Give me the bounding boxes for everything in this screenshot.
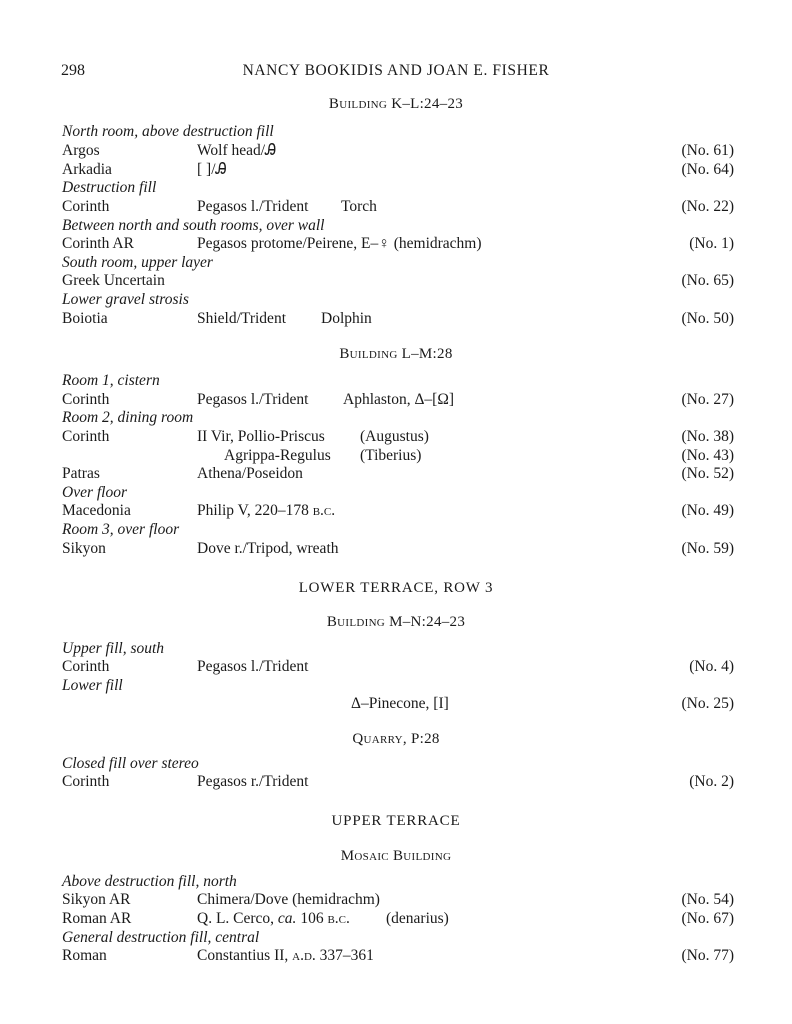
findspot-label: Lower fill: [62, 677, 123, 694]
coin-entry: [62, 141, 734, 160]
denomination: (denarius): [386, 910, 449, 927]
section-heading-quarry: Quarry, P:28: [352, 731, 440, 747]
mint: Roman AR: [62, 910, 132, 927]
coin-entry: [62, 890, 734, 909]
coin-entry: [62, 427, 734, 446]
symbol: Δ–Pinecone, [I]: [351, 695, 449, 712]
catalogue-ref: (No. 54): [681, 891, 734, 908]
coin-type: Pegasos l./Trident: [197, 658, 309, 675]
findspot-label: Room 2, dining room: [62, 409, 194, 426]
catalogue-ref: (No. 1): [689, 235, 734, 252]
catalogue-ref: (No. 67): [681, 910, 734, 927]
catalogue-ref: (No. 38): [681, 428, 734, 445]
findspot-label: Lower gravel strosis: [62, 291, 189, 308]
coin-entry: [62, 390, 734, 409]
coin-entry: [62, 197, 734, 216]
coin-type: Pegasos l./Trident: [197, 198, 309, 215]
catalogue-ref: (No. 22): [681, 198, 734, 215]
catalogue-ref: (No. 25): [681, 695, 734, 712]
catalogue-ref: (No. 59): [681, 540, 734, 557]
coin-type: Agrippa-Regulus: [224, 447, 331, 464]
emperor: (Augustus): [360, 428, 429, 445]
coin-entry: [62, 446, 734, 465]
coin-entry: [62, 464, 734, 483]
catalogue-ref: (No. 4): [689, 658, 734, 675]
mint: Argos: [62, 142, 100, 159]
coin-entry: [62, 694, 734, 713]
mint: Corinth: [62, 198, 110, 215]
catalogue-ref: (No. 65): [681, 272, 734, 289]
coin-entry: [62, 657, 734, 676]
findspot-label: Closed fill over stereo: [62, 755, 199, 772]
mint: Corinth: [62, 428, 110, 445]
coin-type: Q. L. Cerco, ca. 106 b.c.: [197, 910, 350, 927]
coin-type: Constantius II, a.d. 337–361: [197, 947, 374, 964]
coin-entry: [62, 909, 734, 928]
catalogue-ref: (No. 77): [681, 947, 734, 964]
mint: Corinth: [62, 773, 110, 790]
findspot-label: Between north and south rooms, over wall: [62, 217, 325, 234]
section-heading-building-mn: Building M–N:24–23: [326, 614, 466, 630]
catalogue-ref: (No. 2): [689, 773, 734, 790]
mint: Macedonia: [62, 502, 131, 519]
catalogue-ref: (No. 27): [681, 391, 734, 408]
coin-entry: [62, 160, 734, 179]
catalogue-ref: (No. 61): [681, 142, 734, 159]
findspot-label: Destruction fill: [62, 179, 157, 196]
coin-type: Philip V, 220–178 b.c.: [197, 502, 336, 519]
findspot-label: Room 3, over floor: [62, 521, 180, 538]
coin-entry: [62, 539, 734, 558]
symbol: Torch: [341, 198, 377, 215]
coin-type: Shield/Trident: [197, 310, 286, 327]
coin-entry: [62, 271, 734, 290]
findspot-label: Upper fill, south: [62, 640, 165, 657]
mint: Corinth AR: [62, 235, 134, 252]
mint: Corinth: [62, 391, 110, 408]
coin-type: Pegasos protome/Peirene, E–♀ (hemidrachm): [197, 235, 482, 252]
coin-type: II Vir, Pollio-Priscus: [197, 428, 325, 445]
mint: Patras: [62, 465, 100, 482]
mint: Boiotia: [62, 310, 108, 327]
findspot-label: General destruction fill, central: [62, 929, 260, 946]
section-heading-mosaic-building: Mosaic Building: [340, 848, 452, 864]
mint: Greek Uncertain: [62, 272, 165, 289]
coin-type: [ ]/Ꭿ: [197, 161, 227, 178]
coin-type: Athena/Poseidon: [197, 465, 303, 482]
catalogue-ref: (No. 52): [681, 465, 734, 482]
mint: Sikyon: [62, 540, 106, 557]
symbol: Dolphin: [321, 310, 372, 327]
coin-entry: [62, 501, 734, 520]
findspot-label: Room 1, cistern: [62, 372, 160, 389]
emperor: (Tiberius): [360, 447, 422, 464]
section-heading-building-lm: Building L–M:28: [339, 346, 453, 362]
coin-type: Pegasos r./Trident: [197, 773, 309, 790]
catalogue-ref: (No. 49): [681, 502, 734, 519]
section-heading-building-kl: Building K–L:24–23: [328, 96, 464, 112]
catalogue-ref: (No. 64): [681, 161, 734, 178]
page-number: 298: [61, 62, 85, 79]
symbol: Aphlaston, Δ–[Ω]: [343, 391, 455, 408]
running-head: NANCY BOOKIDIS AND JOAN E. FISHER: [242, 62, 550, 79]
catalogue-ref: (No. 43): [681, 447, 734, 464]
mint: Corinth: [62, 658, 110, 675]
coin-entry: [62, 946, 734, 965]
catalogue-ref: (No. 50): [681, 310, 734, 327]
coin-type: Dove r./Tripod, wreath: [197, 540, 339, 557]
findspot-label: North room, above destruction fill: [62, 123, 274, 140]
section-heading-lower-terrace: LOWER TERRACE, ROW 3: [298, 580, 494, 596]
mint: Arkadia: [62, 161, 112, 178]
coin-entry: [62, 309, 734, 328]
coin-type: Wolf head/Ꭿ: [197, 142, 277, 159]
coin-type: Chimera/Dove (hemidrachm): [197, 891, 380, 908]
coin-entry: [62, 772, 734, 791]
mint: Sikyon AR: [62, 891, 131, 908]
section-heading-upper-terrace: UPPER TERRACE: [331, 813, 461, 829]
findspot-label: South room, upper layer: [62, 254, 213, 271]
findspot-label: Above destruction fill, north: [62, 873, 237, 890]
coin-type: Pegasos l./Trident: [197, 391, 309, 408]
coin-entry: [62, 234, 734, 253]
mint: Roman: [62, 947, 107, 964]
findspot-label: Over floor: [62, 484, 128, 501]
